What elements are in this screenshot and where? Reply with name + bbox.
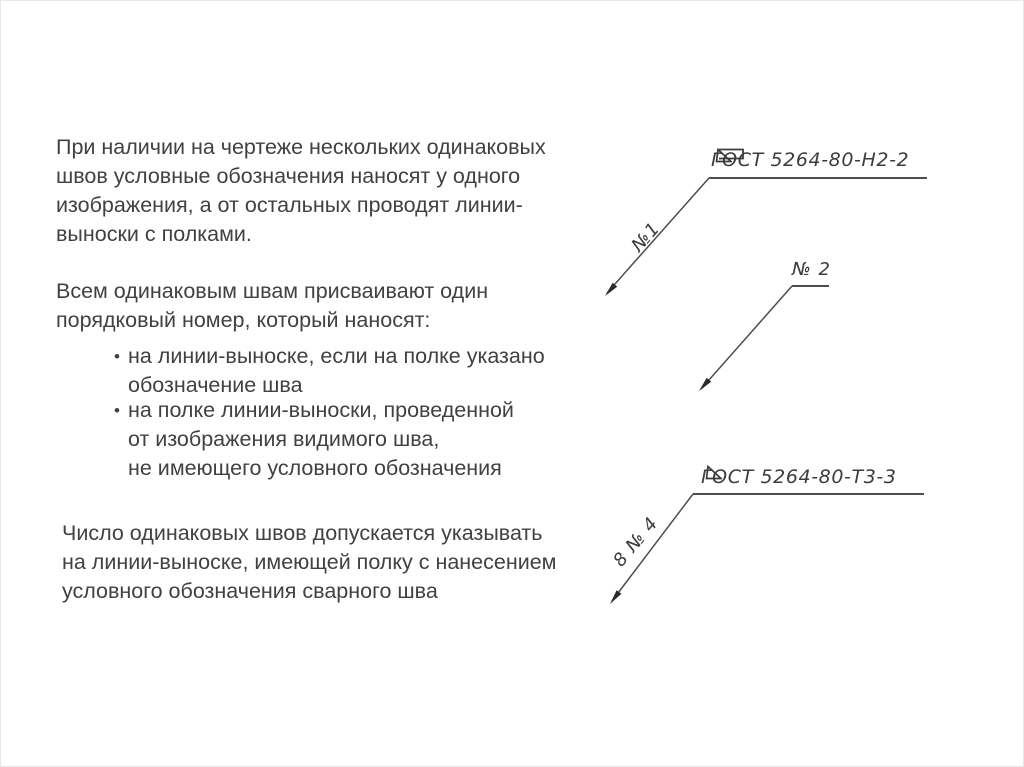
- text-line: не имеющего условного обозначения: [128, 456, 502, 480]
- weld-designation-3: [701, 465, 897, 489]
- weld-leg-size: 2: [896, 149, 910, 171]
- weld-callout-diagrams: [1, 1, 1024, 767]
- text-line: Число одинаковых швов допускается указывать: [62, 521, 543, 545]
- gost-code-text: ГОСТ 5264-80-Н2-: [711, 149, 897, 171]
- text-line: на полке линии-выноски, проведенной: [128, 398, 514, 422]
- gost-code-text: ГОСТ 5264-80-Т3-: [701, 466, 884, 488]
- weld-number-label-2: № 2: [792, 259, 831, 280]
- bullet-marker: •: [114, 347, 120, 366]
- open-line-weld-icon: [718, 148, 745, 160]
- text-line: на линии-выноске, имеющей полку с нанесением: [62, 550, 557, 574]
- weld-designation-1: [711, 148, 909, 172]
- text-line: Всем одинаковым швам присваивают один: [56, 279, 489, 303]
- text-line: на линии-выноске, если на полке указано: [128, 344, 545, 368]
- text-line: швов условные обозначения наносят у одного: [56, 164, 521, 188]
- text-line: от изображения видимого шва,: [128, 427, 440, 451]
- arrowhead-icon: [610, 590, 621, 604]
- bullet-marker: •: [114, 401, 120, 420]
- text-line: При наличии на чертеже нескольких одинаковых: [56, 135, 546, 159]
- weld-count-number-label-3: 8 № 4: [609, 513, 663, 571]
- text-line: обозначение шва: [128, 373, 303, 397]
- weld-number-label-1: №1: [627, 218, 665, 256]
- text-line: выноски с полками.: [56, 222, 252, 246]
- weld-leg-size: 3: [883, 466, 897, 488]
- text-line: порядковый номер, который наносят:: [56, 308, 431, 332]
- leader-line-2: [701, 286, 792, 389]
- arrowhead-icon: [605, 283, 617, 296]
- leader-lines-drawing: [1, 1, 1024, 767]
- text-line: условного обозначения сварного шва: [62, 579, 438, 603]
- fillet-weld-triangle-icon: [705, 465, 722, 480]
- text-line: изображения, а от остальных проводят линии-: [56, 193, 523, 217]
